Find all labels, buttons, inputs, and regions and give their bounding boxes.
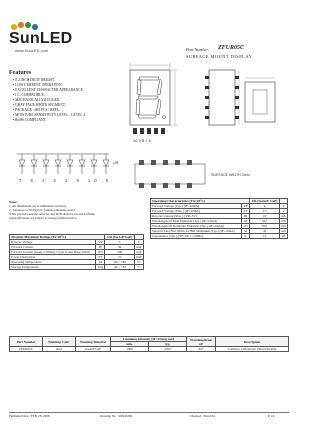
note-line: 1. All dimensions are in millimeters (inches). [9, 204, 67, 208]
hdr-color: Emitting Color [43, 337, 76, 347]
feature-item: • LOW CURRENT OPERATION. [13, 83, 63, 87]
footer-published: Published Date : FEB. 28, 2008 [9, 414, 50, 418]
front-view-drawing [125, 62, 200, 152]
op-char-title: Operating Characteristics (TA=25°C) [151, 199, 250, 204]
part-number: ZFUR05C [218, 45, 245, 51]
cell-material: GaAsP/GaP [76, 347, 111, 352]
cell-unit: uA [281, 214, 286, 218]
features-title: Features [9, 70, 32, 76]
feature-item: • RoHS COMPLIANT. [13, 118, 47, 122]
hdr-typ: typ. [149, 342, 187, 347]
note-line: Notes: [9, 200, 18, 204]
cell-sym: IR [242, 214, 250, 219]
cell-unit: pF [280, 234, 288, 239]
feature-item: • MECHANICALLY RUGGED. [13, 98, 61, 102]
hdr-material: Emitting Material [76, 337, 111, 347]
cell-unit: nm [281, 224, 286, 228]
cell-sym: VR [96, 240, 105, 245]
cell-sym: Δλ [243, 229, 248, 233]
abs-max-col: UR (GaAsP/GaP) [105, 235, 134, 240]
side-view-drawing [205, 62, 285, 152]
cell-part: ZFUR05C [10, 347, 43, 352]
cell-val: 2.5 [249, 209, 279, 214]
cell-param: Forward Current (peak) 1/10Duty Cycle 0.1ms Pulse Width [10, 250, 96, 255]
cell-param: Forward Voltage (Typ.) (IF=10mA) [151, 204, 242, 209]
dimension-label: SURFACE WIDTH 3mm [211, 173, 250, 177]
cell-param: Operating Temperature [10, 260, 96, 265]
op-char-table [150, 198, 288, 239]
table-row [10, 347, 289, 352]
logo-name: SunLED [9, 30, 73, 47]
cell-val: -40 ~ +85 [105, 260, 134, 265]
cell-param: Reverse Current (Max.) (VR=5V) [151, 214, 242, 219]
footer-page: P.1/4 [268, 414, 275, 418]
cell-unit: mA [134, 250, 143, 255]
footer-drawing: Drawing No : SDS43282 [100, 414, 133, 418]
cell-unit: V [280, 204, 288, 209]
feature-item: • MOISTURE SENSITIVITY LEVEL : LEVEL 4. [13, 113, 87, 117]
note-line: 2. Tolerance is ±0.25(0.01") unless otherwise noted. [9, 208, 76, 212]
cell-param: Forward Voltage (Max.) (IF=10mA) [151, 209, 242, 214]
circuit-diagram [9, 148, 129, 196]
cell-val: 30 [105, 245, 134, 250]
cell-unit: mA [134, 245, 143, 250]
note-line: 4.Specifications are subject to change without notice. [9, 216, 77, 220]
cell-unit: nm [281, 219, 286, 223]
features-list [9, 78, 129, 123]
ur-mark: UR [113, 161, 119, 165]
cell-typ: 2700 [149, 347, 187, 352]
cell-param: Wavelength Of Peak Emission (Typ.) (IF=10mA) [151, 219, 242, 224]
part-number-label: Part Number: [186, 47, 210, 52]
part-table [9, 336, 289, 352]
footprint-drawing [125, 158, 285, 194]
cell-sym: λP [242, 219, 250, 224]
cell-param: Power Dissipation [10, 255, 96, 260]
cell-val: 625 [249, 224, 279, 229]
footer-divider [9, 412, 289, 413]
cell-wl: 627 [187, 347, 216, 352]
hdr-wavelength: Wavelength nm λP [187, 337, 216, 347]
feature-item: • I.C. COMPATIBLE. [13, 93, 45, 97]
cell-unit: nm [281, 229, 286, 233]
cell-sym: TA [96, 260, 105, 265]
cell-color: Red [43, 347, 76, 352]
footer-checked: Checked : Shin Chi [190, 414, 215, 418]
cell-sym: PT [96, 255, 105, 260]
cell-sym: VF [243, 209, 248, 213]
cell-val: -40 ~ +85 [105, 265, 134, 270]
page-subtitle: SURFACE MOUNT DISPLAY [186, 54, 253, 59]
cell-param: Forward Current [10, 245, 96, 250]
abs-max-title: Absolute Maximum Ratings (Ta=25°C) [10, 235, 105, 240]
table-row [151, 224, 288, 229]
cell-sym: λD [243, 224, 248, 228]
cell-param: Wavelength Of Dominant Emission (Typ.) (IF=10mA) [151, 224, 242, 229]
cell-sym: IF [96, 245, 105, 250]
cell-unit: °C [134, 265, 143, 270]
cell-val: 5 [105, 240, 134, 245]
cell-val: 75 [105, 255, 134, 260]
cell-desc: Common Cathode,Rt. Hand Decimal [216, 347, 289, 352]
hdr-part: Part Number [10, 337, 43, 347]
cell-sym: iFS [96, 250, 105, 255]
features [9, 70, 129, 123]
cell-val: 10 [249, 214, 279, 219]
pin-numbers-top: 10 9 8 7 6 [133, 138, 151, 143]
abs-max-table [9, 234, 144, 270]
cell-val: 627 [249, 219, 279, 224]
cell-unit: °C [134, 260, 143, 265]
cell-val: 2 [249, 204, 279, 209]
cell-param: Reverse Voltage [10, 240, 96, 245]
cell-sym: Tstg [97, 265, 104, 269]
hdr-min: min. [111, 342, 149, 347]
note-line: 3.The gap between the reflector and PCB shall not exceed 0.25mm. [9, 212, 96, 216]
cell-unit: V [134, 240, 143, 245]
hdr-description: Description [216, 337, 289, 347]
cell-param: Spectral Line Full Width At Half Maximum (Typ.) (IF=10mA) [151, 229, 242, 234]
op-char-col: UR (GaAsP/ GaP) [249, 199, 279, 204]
cell-val: 160 [105, 250, 134, 255]
table-row [151, 234, 288, 239]
cell-min: 1300 [111, 347, 149, 352]
pin-numbers-bottom: 7 6 4 2 1 9 10 5 [19, 178, 113, 183]
cell-val: 45 [249, 229, 279, 234]
cell-sym: VF [243, 204, 248, 208]
cell-param: Storage Temperature [10, 265, 96, 270]
table-row [10, 265, 144, 270]
feature-item: • GRAY FACE,WHITE SEGMENT. [13, 103, 66, 107]
cell-val: 15 [249, 234, 279, 239]
cell-param: Capacitance (Typ.) (VF=0V, f=1MHz) [151, 234, 242, 239]
feature-item: • 0.2 INCH DIGIT HEIGHT. [13, 78, 55, 82]
cell-unit: V [280, 209, 288, 214]
cell-unit: mW [136, 255, 142, 259]
logo-site: www.SunLED.com [15, 48, 49, 53]
feature-item: • EXCELLENT CHARACTER APPEARANCE. [13, 88, 84, 92]
cell-sym: C [242, 234, 250, 239]
feature-item: • PACKAGE : 600 PCS / REEL. [13, 108, 60, 112]
hdr-intensity: Luminous Intensity (IF=10mA) mcd [111, 337, 187, 342]
